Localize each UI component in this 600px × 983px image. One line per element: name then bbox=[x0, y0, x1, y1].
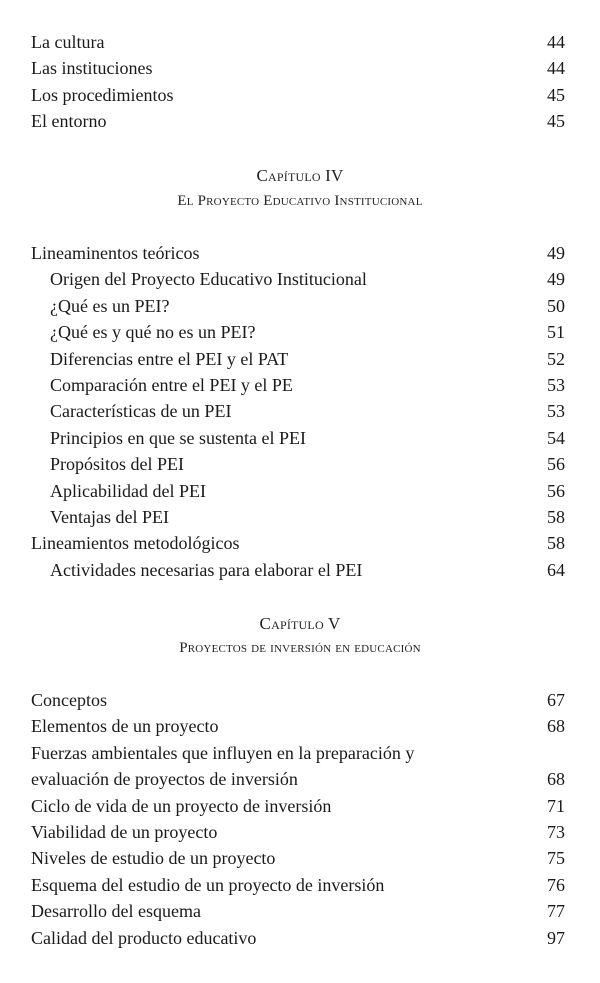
toc-entry bbox=[0, 293, 600, 319]
toc-entry bbox=[0, 713, 600, 739]
toc-entry-title: Fuerzas ambientales que influyen en la preparación y bbox=[31, 742, 415, 763]
toc-entry bbox=[0, 766, 600, 792]
toc-entry bbox=[0, 266, 600, 292]
toc-entry bbox=[0, 819, 600, 845]
toc-entry bbox=[0, 319, 600, 345]
toc-section-chapter-4 bbox=[0, 240, 600, 583]
toc-section-chapter-5 bbox=[0, 687, 600, 951]
toc-entry-page: 68 bbox=[547, 716, 565, 737]
toc-entry bbox=[0, 346, 600, 372]
toc-entry bbox=[0, 898, 600, 924]
toc-entry bbox=[0, 372, 600, 398]
toc-entry-page: 49 bbox=[547, 243, 565, 263]
toc-entry-page: 45 bbox=[547, 111, 565, 132]
toc-entry-title: Ciclo de vida de un proyecto de inversión bbox=[31, 795, 332, 816]
toc-entry-page: 44 bbox=[547, 58, 565, 79]
toc-entry-title: Los procedimientos bbox=[31, 84, 174, 105]
toc-entry bbox=[0, 872, 600, 898]
toc-entry-title: El entorno bbox=[31, 111, 107, 132]
toc-entry-page: 53 bbox=[547, 401, 565, 422]
toc-entry-page: 53 bbox=[547, 374, 565, 395]
toc-entry bbox=[0, 108, 600, 134]
toc-entry bbox=[0, 687, 600, 713]
toc-entry-title: Principios en que se sustenta el PEI bbox=[50, 427, 306, 448]
toc-entry bbox=[0, 425, 600, 451]
toc-entry-page: 73 bbox=[547, 821, 565, 842]
chapter-5-number: Capítulo V bbox=[259, 614, 341, 633]
toc-entry-title: Esquema del estudio de un proyecto de inversión bbox=[31, 874, 385, 895]
toc-entry bbox=[0, 793, 600, 819]
toc-entry-page: 49 bbox=[547, 269, 565, 290]
toc-entry-page: 58 bbox=[547, 506, 565, 527]
toc-entry bbox=[0, 557, 600, 583]
chapter-4-title: El Proyecto Educativo Institucional bbox=[177, 193, 423, 209]
toc-entry-page: 75 bbox=[547, 848, 565, 869]
toc-entry bbox=[0, 398, 600, 424]
toc-entry-title: Actividades necesarias para elaborar el PEI bbox=[50, 559, 363, 580]
toc-entry-page: 71 bbox=[547, 795, 565, 816]
toc-entry-page: 67 bbox=[547, 690, 565, 710]
toc-entry-title: Calidad del producto educativo bbox=[31, 927, 257, 948]
toc-entry bbox=[0, 925, 600, 951]
toc-entry bbox=[0, 29, 600, 55]
toc-entry-page: 44 bbox=[547, 32, 565, 52]
toc-entry-title: Comparación entre el PEI y el PE bbox=[50, 374, 293, 395]
toc-entry-page: 45 bbox=[547, 84, 565, 105]
toc-entry-title: ¿Qué es un PEI? bbox=[50, 295, 170, 316]
toc-entry-title: La cultura bbox=[31, 32, 105, 52]
toc-entry bbox=[0, 451, 600, 477]
toc-section-pre bbox=[0, 29, 600, 135]
toc-entry bbox=[0, 240, 600, 266]
toc-entry-page: 51 bbox=[547, 322, 565, 343]
toc-entry-page: 54 bbox=[547, 427, 565, 448]
toc-entry-title: Diferencias entre el PEI y el PAT bbox=[50, 348, 289, 369]
chapter-4-number: Capítulo IV bbox=[256, 166, 344, 185]
toc-entry bbox=[0, 740, 600, 766]
toc-entry-page: 56 bbox=[547, 480, 565, 501]
chapter-5-title: Proyectos de inversión en educación bbox=[179, 640, 421, 656]
toc-entry-title: Características de un PEI bbox=[50, 401, 232, 422]
toc-entry-page: 58 bbox=[547, 533, 565, 554]
toc-entry-title: Conceptos bbox=[31, 690, 107, 710]
toc-entry-title: Desarrollo del esquema bbox=[31, 901, 201, 922]
toc-entry-title: Ventajas del PEI bbox=[50, 506, 169, 527]
toc-entry bbox=[0, 504, 600, 530]
toc-entry bbox=[0, 55, 600, 81]
toc-entry-page: 68 bbox=[547, 769, 565, 790]
toc-entry-title: Lineaminentos teóricos bbox=[31, 243, 200, 263]
toc-entry-title: Niveles de estudio de un proyecto bbox=[31, 848, 276, 869]
toc-entry-title: Elementos de un proyecto bbox=[31, 716, 219, 737]
toc-entry-page: 97 bbox=[547, 927, 565, 948]
toc-entry-title: Viabilidad de un proyecto bbox=[31, 821, 218, 842]
toc-entry bbox=[0, 478, 600, 504]
toc-entry-page: 52 bbox=[547, 348, 565, 369]
toc-entry-page: 56 bbox=[547, 454, 565, 475]
toc-entry-title: Propósitos del PEI bbox=[50, 454, 185, 475]
toc-entry-title: Las instituciones bbox=[31, 58, 153, 79]
toc-entry-title: evaluación de proyectos de inversión bbox=[31, 769, 298, 790]
toc-entry-page: 77 bbox=[547, 901, 565, 922]
toc-entry-page: 76 bbox=[547, 874, 565, 895]
toc-entry-title: Aplicabilidad del PEI bbox=[50, 480, 206, 501]
toc-entry-page: 64 bbox=[547, 559, 565, 580]
toc-entry bbox=[0, 845, 600, 871]
toc-entry-title: Origen del Proyecto Educativo Institucional bbox=[50, 269, 367, 290]
toc-entry bbox=[0, 530, 600, 556]
toc-entry-title: ¿Qué es y qué no es un PEI? bbox=[50, 322, 256, 343]
toc-entry-page: 50 bbox=[547, 295, 565, 316]
toc-entry-title: Lineamientos metodológicos bbox=[31, 533, 240, 554]
toc-entry bbox=[0, 82, 600, 108]
